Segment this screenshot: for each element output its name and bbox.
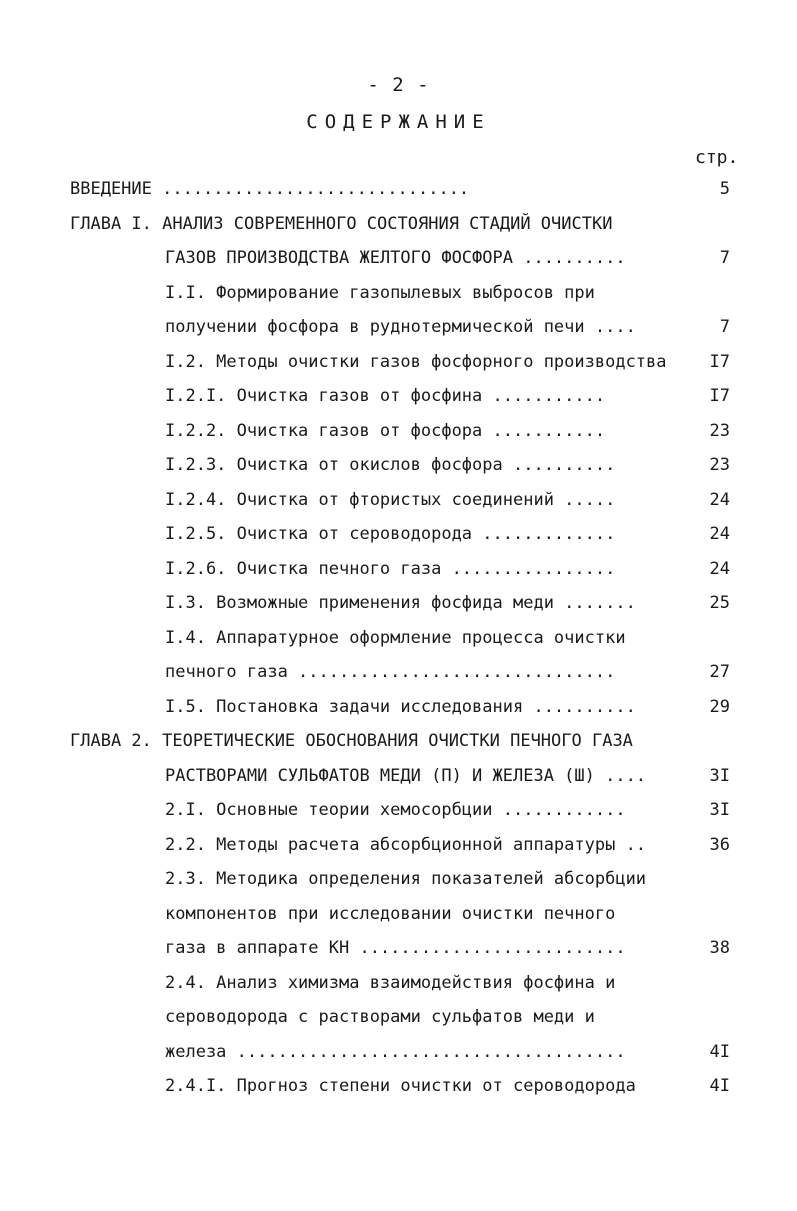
toc-entry-page: I7	[709, 351, 730, 372]
toc-entry	[0, 1000, 797, 1035]
toc-entry	[0, 310, 797, 345]
toc-entry-page: I7	[709, 386, 730, 406]
table-of-contents	[0, 172, 797, 1104]
toc-entry	[0, 621, 797, 656]
toc-entry	[0, 276, 797, 311]
toc-entry-page: 25	[709, 593, 730, 613]
toc-entry	[0, 1069, 797, 1104]
toc-entry	[0, 724, 797, 759]
toc-entry-text: ГЛАВА I. АНАЛИЗ СОВРЕМЕННОГО СОСТОЯНИЯ СТАДИЙ ОЧИСТКИ	[70, 213, 613, 234]
toc-entry-page: 27	[709, 662, 730, 682]
page-title: СОДЕРЖАНИЕ	[306, 111, 491, 133]
toc-entry-page: 29	[709, 696, 730, 717]
toc-entry	[0, 552, 797, 587]
toc-entry	[0, 1035, 797, 1070]
toc-entry-text: 2.2. Методы расчета абсорбционной аппаратуры ..	[165, 834, 647, 855]
toc-entry	[0, 931, 797, 966]
page-number: - 2 -	[367, 74, 430, 96]
toc-entry-page: 4I	[709, 1076, 730, 1096]
toc-entry-text: газа в аппарате КН ..........................	[165, 938, 626, 958]
toc-entry-text: I.2.6. Очистка печного газа ................	[165, 558, 616, 579]
toc-entry-text: получении фосфора в руднотермической печи ....	[165, 317, 636, 337]
toc-entry-text: I.4. Аппаратурное оформление процесса очистки	[165, 627, 626, 648]
toc-entry	[0, 862, 797, 897]
toc-entry	[0, 966, 797, 1001]
toc-entry-text: I.5. Постановка задачи исследования ..........	[165, 696, 636, 717]
toc-entry-page: 23	[709, 420, 730, 441]
toc-entry	[0, 207, 797, 242]
toc-entry	[0, 414, 797, 449]
toc-entry-page: 24	[709, 524, 730, 544]
toc-entry-text: I.2. Методы очистки газов фосфорного производства	[165, 351, 667, 372]
toc-entry-text: I.3. Возможные применения фосфида меди .......	[165, 593, 636, 613]
toc-entry-text: 2.4.I. Прогноз степени очистки от сероводорода	[165, 1076, 636, 1096]
page-column-label: стр.	[695, 147, 739, 168]
toc-entry	[0, 241, 797, 276]
toc-entry-page: 36	[709, 834, 730, 855]
toc-entry-page: 24	[709, 489, 730, 510]
toc-entry	[0, 793, 797, 828]
toc-entry	[0, 172, 797, 207]
toc-entry-page: 4I	[709, 1041, 730, 1062]
toc-entry-text: I.2.3. Очистка от окислов фосфора ..........	[165, 455, 616, 475]
toc-entry-page: 38	[709, 938, 730, 958]
toc-entry-page: 5	[719, 179, 730, 199]
toc-entry	[0, 517, 797, 552]
toc-entry-page: 24	[709, 558, 730, 579]
toc-entry-text: 2.I. Основные теории хемосорбции ............	[165, 800, 626, 820]
toc-entry-text: ВВЕДЕНИЕ ..............................	[70, 179, 470, 199]
toc-entry-text: I.2.4. Очистка от фтористых соединений .....	[165, 489, 616, 510]
toc-entry-text: 2.4. Анализ химизма взаимодействия фосфина и	[165, 972, 616, 993]
toc-entry-text: компонентов при исследовании очистки печного	[165, 903, 616, 924]
toc-entry-text: РАСТВОРАМИ СУЛЬФАТОВ МЕДИ (П) И ЖЕЛЕЗА (Ш) ....	[165, 765, 647, 786]
toc-entry-page: 3I	[709, 800, 730, 820]
toc-entry-text: 2.3. Методика определения показателей абсорбции	[165, 869, 647, 889]
toc-entry	[0, 483, 797, 518]
toc-entry-page: 3I	[709, 765, 730, 786]
toc-entry	[0, 828, 797, 863]
toc-entry-page: 7	[719, 248, 730, 268]
toc-entry-text: железа ......................................	[165, 1041, 626, 1062]
toc-entry	[0, 379, 797, 414]
toc-entry	[0, 655, 797, 690]
toc-entry-text: I.2.I. Очистка газов от фосфина ...........	[165, 386, 606, 406]
toc-entry-page: 23	[709, 455, 730, 475]
toc-entry-text: I.2.2. Очистка газов от фосфора ...........	[165, 420, 606, 441]
toc-entry	[0, 586, 797, 621]
toc-entry	[0, 897, 797, 932]
toc-entry-text: I.2.5. Очистка от сероводорода .............	[165, 524, 616, 544]
toc-entry-text: ГЛАВА 2. ТЕОРЕТИЧЕСКИЕ ОБОСНОВАНИЯ ОЧИСТКИ ПЕЧНОГО ГАЗА	[70, 731, 633, 751]
toc-entry-text: печного газа ...............................	[165, 662, 616, 682]
toc-entry-text: сероводорода с растворами сульфатов меди и	[165, 1007, 595, 1027]
toc-entry-page: 7	[719, 317, 730, 337]
toc-entry	[0, 448, 797, 483]
toc-entry-text: ГАЗОВ ПРОИЗВОДСТВА ЖЕЛТОГО ФОСФОРА ..........	[165, 248, 626, 268]
toc-entry-text: I.I. Формирование газопылевых выбросов при	[165, 282, 595, 303]
toc-entry	[0, 345, 797, 380]
toc-entry	[0, 759, 797, 794]
toc-entry	[0, 690, 797, 725]
